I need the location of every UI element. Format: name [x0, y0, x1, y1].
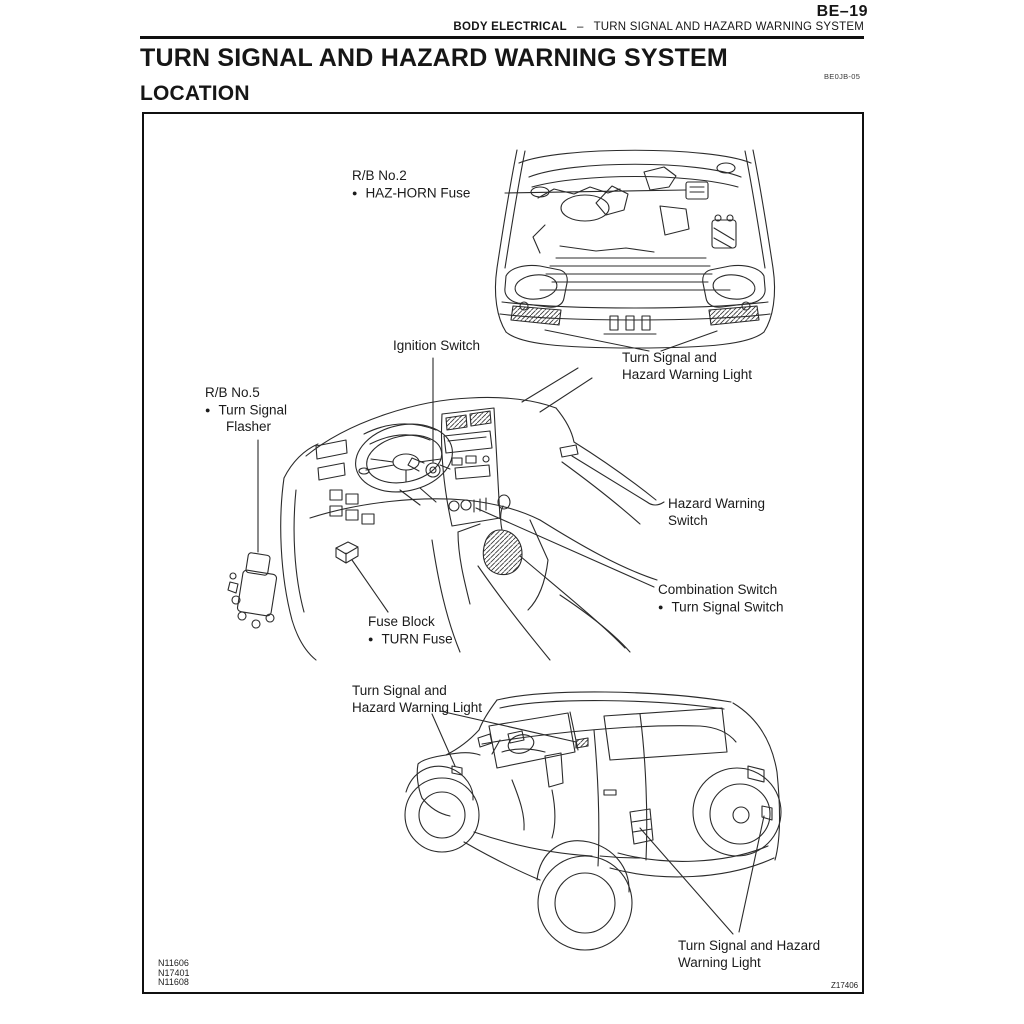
leader-rear-light	[640, 816, 764, 934]
front-turn-signal-lamp-right	[709, 306, 759, 325]
label-fuse-block: Fuse Block ● TURN Fuse	[368, 614, 453, 646]
label-hazard-warning-switch: Hazard Warning Switch	[668, 496, 766, 528]
bullet-icon: ●	[205, 404, 211, 415]
bullet-icon: ●	[658, 601, 664, 612]
bullet-icon: ●	[368, 633, 374, 644]
leader-front-lights	[545, 330, 717, 351]
running-header	[453, 21, 864, 33]
header-rule	[140, 36, 864, 39]
rb-no2-box	[686, 182, 708, 199]
label-ignition-switch: Ignition Switch	[393, 338, 481, 353]
label-rear-turn-signal-light: Turn Signal and Hazard Warning Light	[678, 938, 821, 970]
figure-reference-codes: N11606 N17401 N11608	[158, 958, 190, 987]
revision-code: BE0JB-05	[824, 72, 861, 81]
fuse-block	[336, 542, 358, 563]
front-view-illustration	[495, 150, 774, 351]
label-side-turn-signal-light: Turn Signal and Hazard Warning Light	[352, 683, 483, 715]
drawing-code: Z17406	[831, 981, 859, 990]
label-rb-no5: R/B No.5 ● Turn Signal Flasher	[205, 385, 287, 434]
shift-boot	[483, 530, 522, 575]
page-number: BE–19	[816, 3, 868, 20]
running-header-section: BODY ELECTRICAL	[453, 21, 567, 33]
page-title: TURN SIGNAL AND HAZARD WARNING SYSTEM	[140, 44, 728, 72]
leader-side-light	[432, 711, 576, 766]
turn-signal-flasher	[228, 552, 277, 628]
spare-tire	[693, 766, 781, 856]
running-header-system: TURN SIGNAL AND HAZARD WARNING SYSTEM	[593, 21, 864, 33]
label-rb-no2: R/B No.2 ● HAZ-HORN Fuse	[352, 168, 471, 200]
leader-rb-no2	[505, 190, 686, 193]
running-header-dash: –	[576, 21, 584, 33]
label-combination-switch: Combination Switch ● Turn Signal Switch	[658, 582, 784, 614]
leader-fuse-block	[352, 560, 388, 612]
section-heading: LOCATION	[140, 82, 250, 105]
bullet-icon: ●	[352, 187, 358, 198]
rear-view-illustration	[405, 692, 781, 950]
label-front-turn-signal-light: Turn Signal and Hazard Warning Light	[622, 350, 753, 382]
front-turn-signal-lamp-left	[511, 306, 561, 325]
leader-hazard	[572, 456, 664, 505]
dash-indicator	[576, 738, 588, 748]
hazard-warning-switch	[560, 445, 578, 457]
location-illustration	[142, 112, 864, 994]
